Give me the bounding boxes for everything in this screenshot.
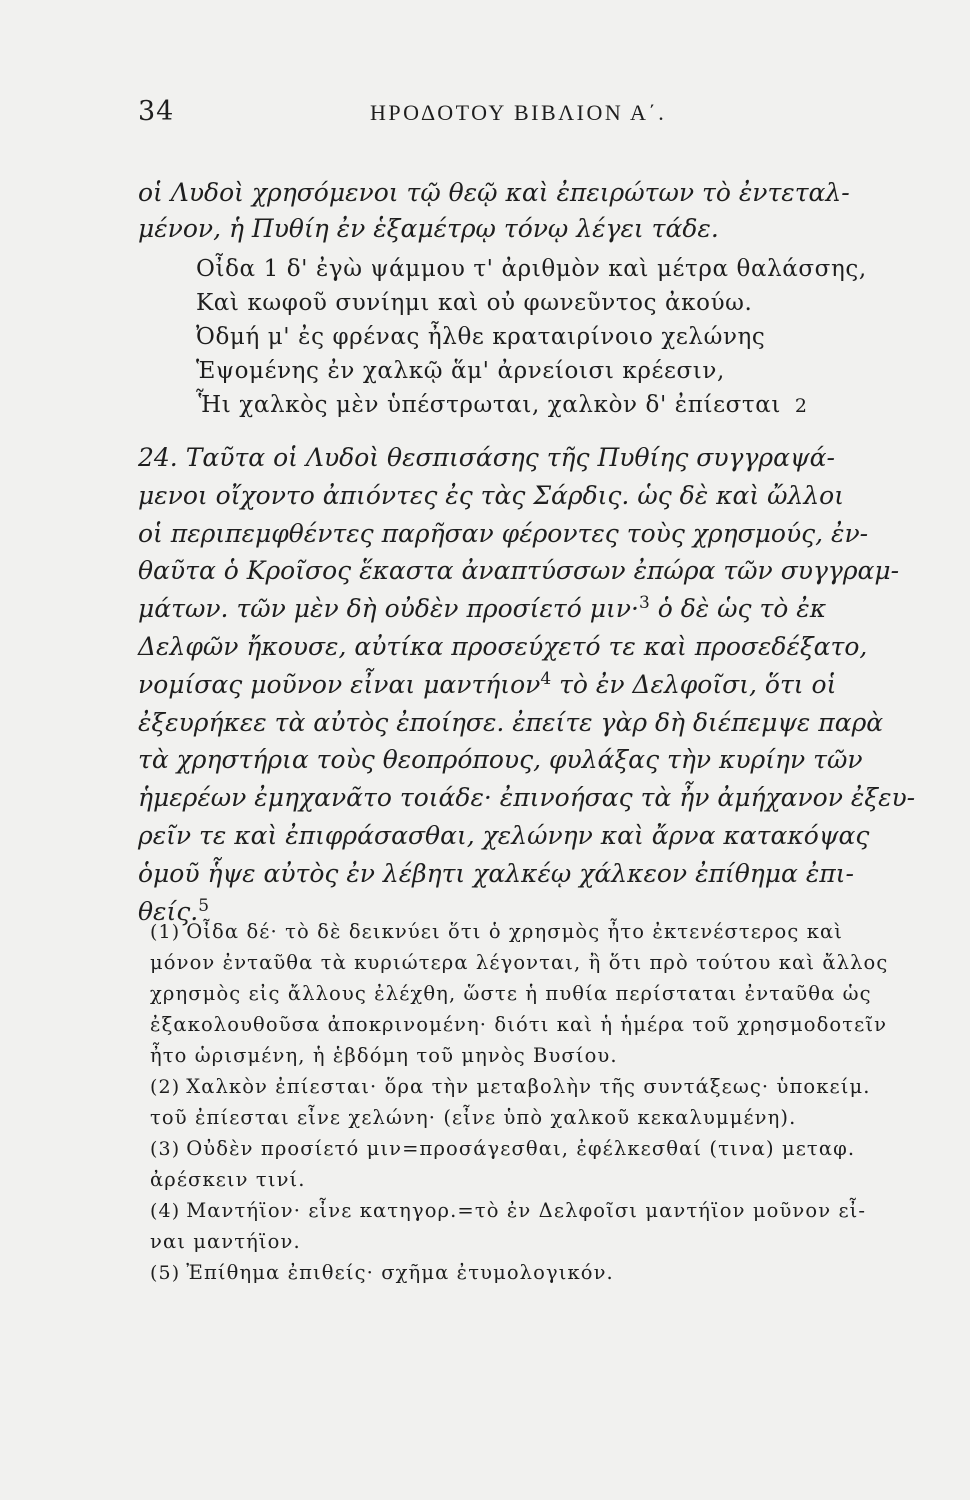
- text-line-content: θείς.: [138, 896, 199, 926]
- text-line: [138, 745, 863, 774]
- text-line-content: μενοι οἴχοντο ἀπιόντες ἐς τὰς Σάρδις. ὡς δὲ καὶ ὤλλοι: [138, 480, 845, 510]
- footnote-number: (3): [150, 1138, 181, 1160]
- footnote-line: [150, 1044, 618, 1067]
- running-title: ΗΡΟΔΟΤΟΥ ΒΙΒΛΙΟΝ Α΄.: [370, 100, 667, 125]
- footnote-reference: 4: [540, 668, 552, 689]
- text-line: [138, 859, 854, 888]
- footnote-text: Οἶδα δέ· τὸ δὲ δεικνύει ὅτι ὁ χρησμὸς ἦτο ἐκτενέστερος καὶ: [186, 920, 844, 943]
- footnote-text: Χαλκὸν ἐπίεσται· ὅρα τὴν μεταβολὴν τῆς συντάξεως· ὑποκείμ.: [186, 1075, 871, 1098]
- footnote-line: [150, 1230, 301, 1253]
- text-line: [138, 443, 835, 472]
- verse-line: Καὶ κωφοῦ συνίημι καὶ οὐ φωνεῦντος ἀκούω.: [196, 290, 753, 316]
- footnote-number: (4): [150, 1200, 181, 1222]
- verse-line-text: Ἧι χαλκὸς μὲν ὑπέστρωται, χαλκὸν δ' ἐπίεσται: [196, 392, 781, 418]
- footnote-text: ἀρέσκειν τινί.: [150, 1168, 306, 1191]
- footnote-text: ἦτο ὡρισμένη, ἡ ἑβδόμη τοῦ μηνὸς Βυσίου.: [150, 1044, 618, 1067]
- footnote-line: [150, 1261, 614, 1284]
- footnote-reference: 3: [638, 593, 650, 614]
- page-number: 34: [138, 96, 175, 127]
- footnote-line: [150, 1168, 306, 1191]
- footnote-text: χρησμὸς εἰς ἄλλους ἐλέχθη, ὥστε ἡ πυθία περίσταται ἐνταῦθα ὡς: [150, 982, 872, 1005]
- footnote-line: [150, 1106, 796, 1129]
- text-line: μένον, ἡ Πυθίη ἐν ἑξαμέτρῳ τόνῳ λέγει τάδε.: [138, 214, 719, 243]
- page-header: [138, 96, 938, 136]
- verse-line: Οἶδα 1 δ' ἐγὼ ψάμμου τ' ἀριθμὸν καὶ μέτρα θαλάσσης,: [196, 256, 867, 282]
- verse-line: Ὀδμή μ' ἐς φρένας ἦλθε κραταιρίνοιο χελώνης: [196, 324, 766, 350]
- footnote-line: [150, 1137, 855, 1160]
- text-line-content: ἡμερέων ἐμηχανᾶτο τοιάδε· ἐπινοήσας τὰ ἦν ἀμήχανον ἐξευ-: [138, 783, 916, 813]
- text-line-continuation: ὁ δὲ ὡς τὸ ἐκ: [649, 594, 827, 624]
- text-line: [138, 594, 826, 623]
- text-line-content: θαῦτα ὁ Κροῖσος ἕκαστα ἀναπτύσσων ἐπώρα τῶν συγγραμ-: [138, 556, 900, 586]
- text-line: οἱ Λυδοὶ χρησόμενοι τῷ θεῷ καὶ ἐπειρώτων τὸ ἐντεταλ-: [138, 178, 850, 207]
- text-line: [138, 556, 899, 585]
- text-line-content: μάτων. τῶν μὲν δὴ οὐδὲν προσίετό μιν·: [138, 594, 639, 624]
- footnote-text: ἐξακολουθοῦσα ἀποκρινομένη· διότι καὶ ἡ ἡμέρα τοῦ χρησμοδοτεῖν: [150, 1013, 888, 1036]
- text-line: [138, 670, 836, 699]
- footnote-number: (2): [150, 1076, 181, 1098]
- text-line: [138, 783, 915, 812]
- text-line-content: ὁμοῦ ἧψε αὐτὸς ἐν λέβητι χαλκέῳ χάλκεον ἐπίθημα ἐπι-: [138, 858, 854, 888]
- text-line-content: νομίσας μοῦνον εἶναι μαντήιον: [138, 669, 541, 699]
- footnote-line: [150, 951, 888, 974]
- footnote-number: (1): [150, 921, 181, 943]
- footnote-line: [150, 920, 843, 943]
- footnote-line: [150, 1075, 871, 1098]
- text-line-content: Δελφῶν ἤκουσε, αὐτίκα προσεύχετό τε καὶ προσεδέξατο,: [138, 632, 868, 661]
- text-line-continuation: τὸ ἐν Δελφοῖσι, ὅτι οἱ: [551, 669, 837, 699]
- footnote-line: [150, 1199, 866, 1222]
- text-line: [138, 708, 883, 737]
- footnote-line: [150, 982, 872, 1005]
- footnote-reference: 5: [198, 895, 210, 916]
- footnote-reference: 2: [794, 395, 808, 417]
- text-line-content: ρεῖν τε καὶ ἐπιφράσασθαι, χελώνην καὶ ἄρνα κατακόψας: [138, 821, 870, 850]
- text-line: [138, 481, 844, 510]
- text-line: [138, 632, 867, 661]
- footnote-number: (5): [150, 1262, 181, 1284]
- footnote-text: Οὐδὲν προσίετό μιν=προσάγεσθαι, ἐφέλκεσθαί (τινα) μεταφ.: [186, 1137, 856, 1160]
- text-line: [138, 519, 868, 548]
- text-line-content: 24. Ταῦτα οἱ Λυδοὶ θεσπισάσης τῆς Πυθίης συγγραψά-: [138, 443, 835, 472]
- text-line-content: οἱ περιπεμφθέντες παρῆσαν φέροντες τοὺς χρησμούς, ἐν-: [138, 518, 869, 548]
- footnote-text: τοῦ ἐπίεσται εἶνε χελώνη· (εἶνε ὑπὸ χαλκοῦ κεκαλυμμένη).: [150, 1106, 797, 1129]
- text-line: [138, 821, 869, 850]
- footnote-text: μόνον ἐνταῦθα τὰ κυριώτερα λέγονται, ἢ ὅτι πρὸ τούτου καὶ ἄλλος: [150, 951, 889, 974]
- footnote-text: Μαντήϊον· εἶνε κατηγορ.=τὸ ἐν Δελφοῖσι μαντήϊον μοῦνον εἶ-: [186, 1199, 867, 1222]
- footnote-text: ναι μαντήϊον.: [150, 1230, 301, 1253]
- footnote-text: Ἐπίθημα ἐπιθείς· σχῆμα ἐτυμολογικόν.: [186, 1261, 614, 1284]
- verse-line: [196, 392, 808, 418]
- verse-line: Ἑψομένης ἐν χαλκῷ ἅμ' ἀρνείοισι κρέεσιν,: [196, 358, 725, 384]
- text-line-content: τὰ χρηστήρια τοὺς θεοπρόπους, φυλάξας τὴν κυρίην τῶν: [138, 745, 863, 775]
- footnote-line: [150, 1013, 887, 1036]
- text-line-content: ἐξευρήκεε τὰ αὐτὸς ἐποίησε. ἐπείτε γὰρ δὴ διέπεμψε παρὰ: [138, 707, 884, 737]
